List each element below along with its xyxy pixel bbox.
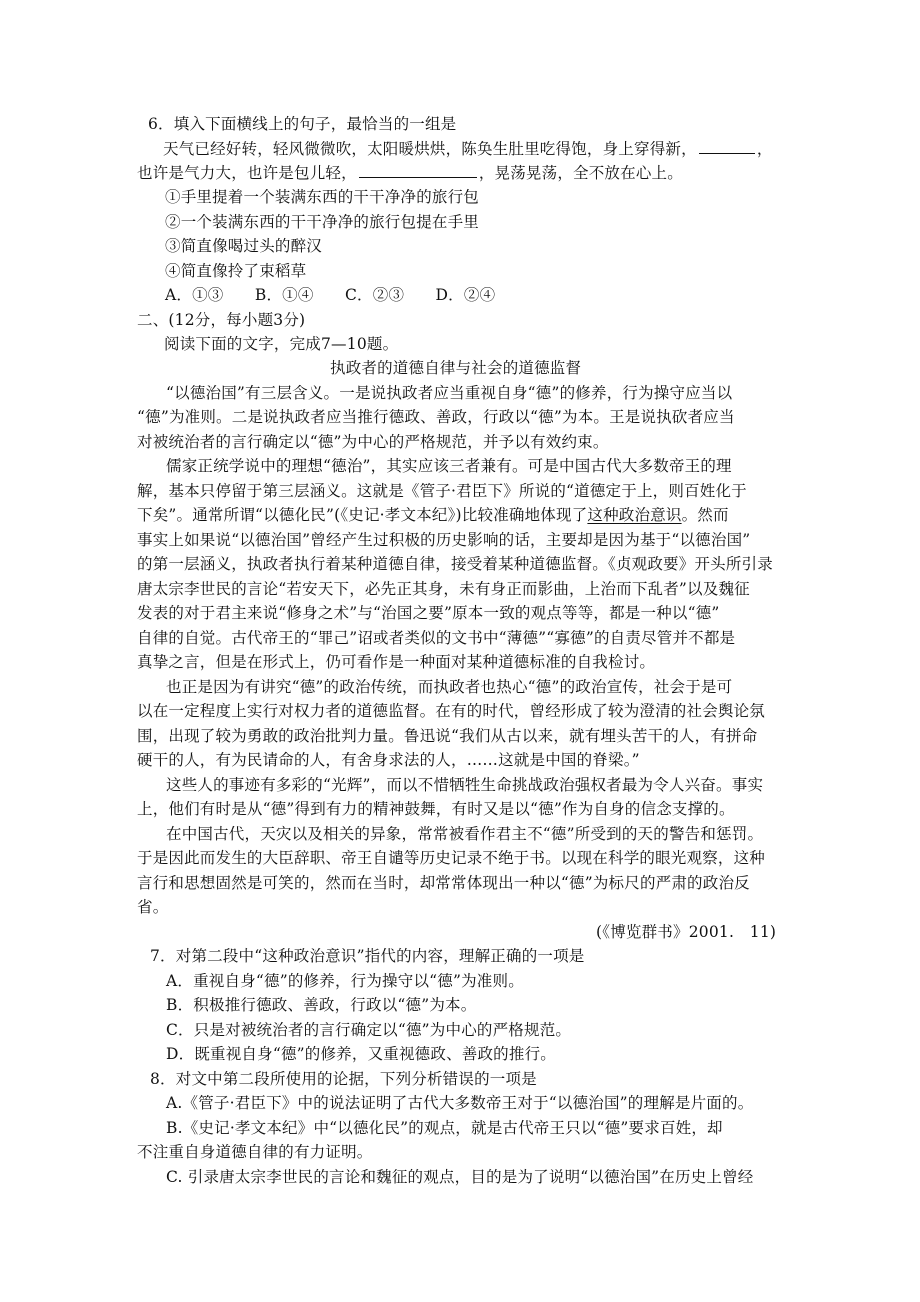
q7-option-b: B．积极推行德政、善政，行政以“德”为本。: [166, 996, 477, 1014]
passage-line: 唐太宗李世民的言论“若安天下，必先正其身，未有身正而影曲，上治而下乱者”以及魏征: [137, 580, 750, 598]
passage-line: “以德治国”有三层含义。一是说执政者应当重视自身“德”的修养，行为操守应当以: [166, 384, 733, 402]
passage-line: 这些人的事迹有多彩的“光辉”，而以不惜牺牲生命挑战政治强权者最为令人兴奋。事实: [166, 776, 764, 794]
q6-text: 天气已经好转，轻风微微吹，太阳暖烘烘，陈奂生肚里吃得饱，身上穿得新，: [163, 140, 697, 158]
q6-blank-1: [699, 136, 755, 154]
q6-text: ，: [756, 140, 773, 158]
passage-line: 也正是因为有讲究“德”的政治传统，而执政者也热心“德”的政治宣传，社会于是可: [166, 678, 733, 696]
passage-line: 的第一层涵义，执政者执行着某种道德自律，接受着某种道德监督。《贞观政要》开头所引录: [137, 555, 773, 573]
passage-line: 发表的对于君主来说“修身之术”与“治国之要”原本一致的观点等等，都是一种以“德”: [137, 604, 720, 622]
passage-line: 以在一定程度上实行对权力者的道德监督。在有的时代，曾经形成了较为澄清的社会舆论氛: [137, 702, 766, 720]
q8-stem: 8．对文中第二段所使用的论据，下列分析错误的一项是: [150, 1070, 537, 1088]
passage-source: (《博览群书》2001. 11): [596, 923, 777, 941]
q8-option-b: B.《史记·孝文本纪》中“以德化民”的观点，就是古代帝王只以“德”要求百姓，却: [166, 1119, 723, 1137]
passage-line: [137, 503, 729, 528]
passage-line: 对被统治者的言行确定以“德”为中心的严格规范，并予以有效约束。: [137, 433, 609, 451]
q6-option-1: ①手里提着一个装满东西的干干净净的旅行包: [165, 188, 480, 206]
q6-choices: A．①③ B．①④ C．②③ D．②④: [165, 286, 496, 304]
passage-line: 于是因此而发生的大臣辞职、帝王自谴等历史记录不绝于书。以现在科学的眼光观察，这种: [137, 849, 766, 867]
q6-passage-line1: [163, 136, 773, 161]
passage-line: 围，出现了较为勇敢的政治批判力量。鲁迅说“我们从古以来，就有埋头苦干的人，有拼命: [137, 727, 758, 745]
underlined-phrase: 这种政治意识: [587, 506, 682, 524]
passage-line: 儒家正统学说中的理想“德治”，其实应该三者兼有。可是中国古代大多数帝王的理: [166, 457, 732, 475]
passage-line: 在中国古代，天灾以及相关的异象，常常被看作君主不“德”所受到的天的警告和惩罚。: [166, 825, 764, 843]
passage-line: “德”为准则。二是说执政者应当推行德政、善政，行政以“德”为本。王是说执砍者应当: [137, 408, 735, 426]
q7-stem: 7．对第二段中“这种政治意识”指代的内容，理解正确的一项是: [150, 947, 585, 965]
q6-option-2: ②一个装满东西的干干净净的旅行包提在手里: [165, 213, 480, 231]
passage-line: 解，基本只停留于第三层涵义。这就是《管子·君臣下》所说的“道德定于上，则百姓化于: [137, 482, 747, 500]
q8-option-c: C. 引录唐太宗李世民的言论和魏征的观点，目的是为了说明“以德治国”在历史上曾经: [166, 1168, 754, 1186]
q7-option-c: C．只是对被统治者的言行确定以“德”为中心的严格规范。: [166, 1021, 572, 1039]
q6-option-4: ④简直像拎了束稻草: [165, 262, 307, 280]
q7-option-d: D．既重视自身“德”的修养，又重视德政、善政的推行。: [166, 1045, 556, 1063]
q6-option-3: ③简直像喝过头的醉汉: [165, 237, 323, 255]
q7-option-a: A．重视自身“德”的修养，行为操守以“德”为准则。: [166, 972, 524, 990]
passage-line: 真挚之言，但是在形式上，仍可看作是一种面对某种道德标准的自我检讨。: [137, 653, 656, 671]
passage-title: 执政者的道德自律与社会的道德监督: [330, 359, 582, 377]
passage-text: 下矣”。通常所谓“以德化民”(《史记·孝文本纪》)比较准确地体现了: [137, 506, 588, 524]
section2-header: 二、(12分，每小题3分): [137, 311, 306, 329]
passage-line: 自律的自觉。古代帝王的“罪己”诏或者类似的文书中“薄德”“寡德”的自责尽管并不都是: [137, 629, 736, 647]
q6-stem: 6．填入下面横线上的句子，最恰当的一组是: [148, 115, 457, 133]
passage-line: 事实上如果说“以德治国”曾经产生过积极的历史影响的话，主要却是因为基于“以德治国”: [137, 531, 751, 549]
section2-instruction: 阅读下面的文字，完成7—10题。: [164, 335, 399, 353]
q6-blank-2: [359, 160, 477, 178]
passage-line: 言行和思想固然是可笑的，然而在当时，却常常体现出一种以“德”为标尺的严肃的政治反: [137, 874, 750, 892]
q6-text: ，晃荡晃荡，全不放在心上。: [478, 164, 683, 182]
q8-option-b-cont: 不注重自身道德自律的有力证明。: [137, 1143, 373, 1161]
q6-passage-line2: [137, 160, 683, 185]
q6-text: 也许是气力大，也许是包儿轻，: [137, 164, 357, 182]
passage-line: 上，他们有时是从“德”得到有力的精神鼓舞，有时又是以“德”作为自身的信念支撑的。: [137, 800, 735, 818]
passage-line: 硬干的人，有为民请命的人，有舍身求法的人，……这就是中国的脊梁。”: [137, 751, 640, 769]
q8-option-a: A.《管子·君臣下》中的说法证明了古代大多数帝王对于“以德治国”的理解是片面的。: [166, 1094, 754, 1112]
passage-line: 省。: [137, 898, 169, 916]
passage-text: 。然而: [681, 506, 729, 524]
